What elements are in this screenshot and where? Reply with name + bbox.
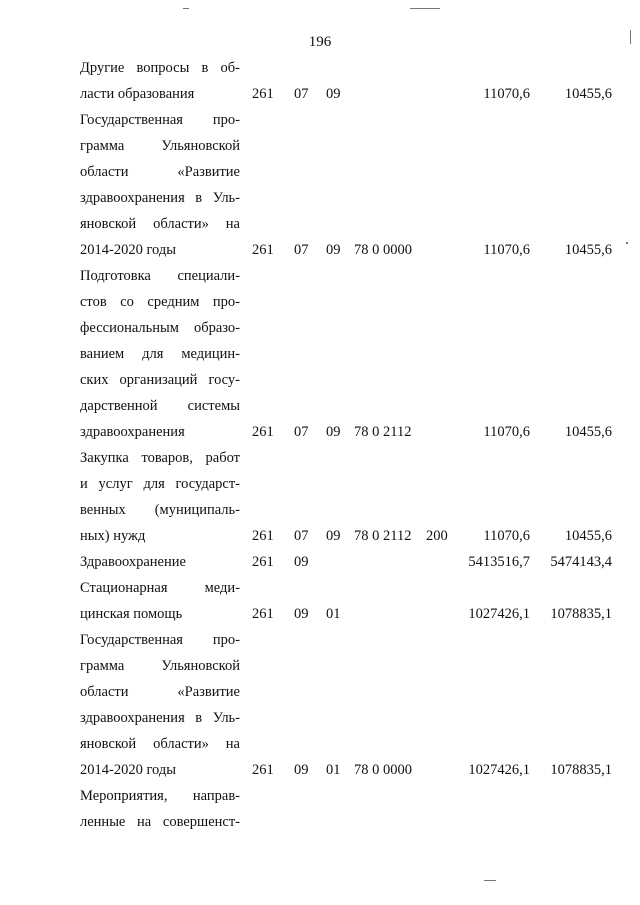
ministry-code: 261: [252, 424, 274, 440]
ministry-code: 261: [252, 242, 274, 258]
row-description-line: Мероприятия, направ-: [80, 788, 240, 804]
table-row: [0, 627, 640, 783]
amount-year-2: 10455,6: [564, 424, 612, 440]
subsection-code: 09: [326, 86, 341, 102]
row-description-line: Подготовка специали-: [80, 268, 240, 284]
row-description-line: яновской области» на: [80, 736, 240, 752]
section-code: 09: [294, 554, 309, 570]
amount-year-2: 10455,6: [564, 242, 612, 258]
row-description-line: Стационарная меди-: [80, 580, 240, 596]
row-description-line: ласти образования: [80, 86, 195, 102]
row-description-line: грамма Ульяновской: [80, 658, 240, 674]
subsection-code: 01: [326, 762, 341, 778]
section-code: 09: [294, 606, 309, 622]
ministry-code: 261: [252, 528, 274, 544]
amount-year-2: 5474143,4: [550, 554, 612, 570]
row-description-line: здравоохранения: [80, 424, 185, 440]
scan-speck: [484, 880, 496, 881]
row-description-line: и услуг для государст-: [80, 476, 240, 492]
target-item-code: 78 0 2112: [354, 424, 412, 440]
row-description-line: ванием для медицин-: [80, 346, 240, 362]
row-description-line: здравоохранения в Уль-: [80, 710, 240, 726]
table-row: [0, 107, 640, 263]
row-description-line: ленные на совершенст-: [80, 814, 240, 830]
amount-year-1: 1027426,1: [468, 762, 530, 778]
row-description-line: области «Развитие: [80, 164, 240, 180]
table-row: [0, 783, 640, 835]
expense-type-code: 200: [426, 528, 448, 544]
section-code: 07: [294, 424, 309, 440]
subsection-code: 01: [326, 606, 341, 622]
page-number: 196: [308, 34, 332, 50]
row-description-line: ных) нужд: [80, 528, 146, 544]
table-row: [0, 55, 640, 107]
row-description-line: стов со средним про-: [80, 294, 240, 310]
table-row: [0, 575, 640, 627]
row-description-line: здравоохранения в Уль-: [80, 190, 240, 206]
target-item-code: 78 0 0000: [354, 762, 412, 778]
amount-year-2: [520, 809, 612, 835]
row-description-line: дарственной системы: [80, 398, 240, 414]
scan-speck: [410, 8, 440, 9]
section-code: 07: [294, 86, 309, 102]
subsection-code: 09: [326, 242, 341, 258]
row-description-line: цинская помощь: [80, 606, 183, 622]
row-description-line: 2014-2020 годы: [80, 242, 176, 258]
scan-speck: [626, 242, 628, 244]
amount-year-1: 11070,6: [483, 242, 530, 258]
ministry-code: 261: [252, 762, 274, 778]
amount-year-2: 10455,6: [564, 528, 612, 544]
row-description-line: фессиональным образо-: [80, 320, 240, 336]
row-description-line: яновской области» на: [80, 216, 240, 232]
amount-year-1: 5413516,7: [468, 554, 530, 570]
section-code: 09: [294, 762, 309, 778]
row-description-line: Государственная про-: [80, 112, 240, 128]
amount-year-2: 1078835,1: [550, 762, 612, 778]
row-description-line: ских организаций госу-: [80, 372, 240, 388]
scan-speck: [630, 30, 631, 44]
ministry-code: 261: [252, 554, 274, 570]
amount-year-1: 1027426,1: [468, 606, 530, 622]
amount-year-2: 1078835,1: [550, 606, 612, 622]
scan-speck: [183, 8, 189, 9]
amount-year-1: 11070,6: [483, 424, 530, 440]
ministry-code: 261: [252, 86, 274, 102]
section-code: 07: [294, 528, 309, 544]
table-row: [0, 445, 640, 549]
amount-year-1: 11070,6: [483, 528, 530, 544]
row-description-line: Государственная про-: [80, 632, 240, 648]
amount-year-2: 10455,6: [564, 86, 612, 102]
row-description-line: венных (муниципаль-: [80, 502, 240, 518]
row-description-line: области «Развитие: [80, 684, 240, 700]
target-item-code: 78 0 2112: [354, 528, 412, 544]
row-description-line: Другие вопросы в об-: [80, 60, 240, 76]
ministry-code: 261: [252, 606, 274, 622]
subsection-code: 09: [326, 528, 341, 544]
row-description-line: Здравоохранение: [80, 554, 186, 570]
amount-year-1: 11070,6: [483, 86, 530, 102]
section-code: 07: [294, 242, 309, 258]
target-item-code: 78 0 0000: [354, 242, 412, 258]
subsection-code: 09: [326, 424, 341, 440]
row-description-line: 2014-2020 годы: [80, 762, 176, 778]
amount-year-1: [420, 809, 530, 835]
row-description-line: грамма Ульяновской: [80, 138, 240, 154]
table-row: [0, 263, 640, 445]
row-description-line: Закупка товаров, работ: [80, 450, 240, 466]
table-row: [0, 549, 640, 575]
